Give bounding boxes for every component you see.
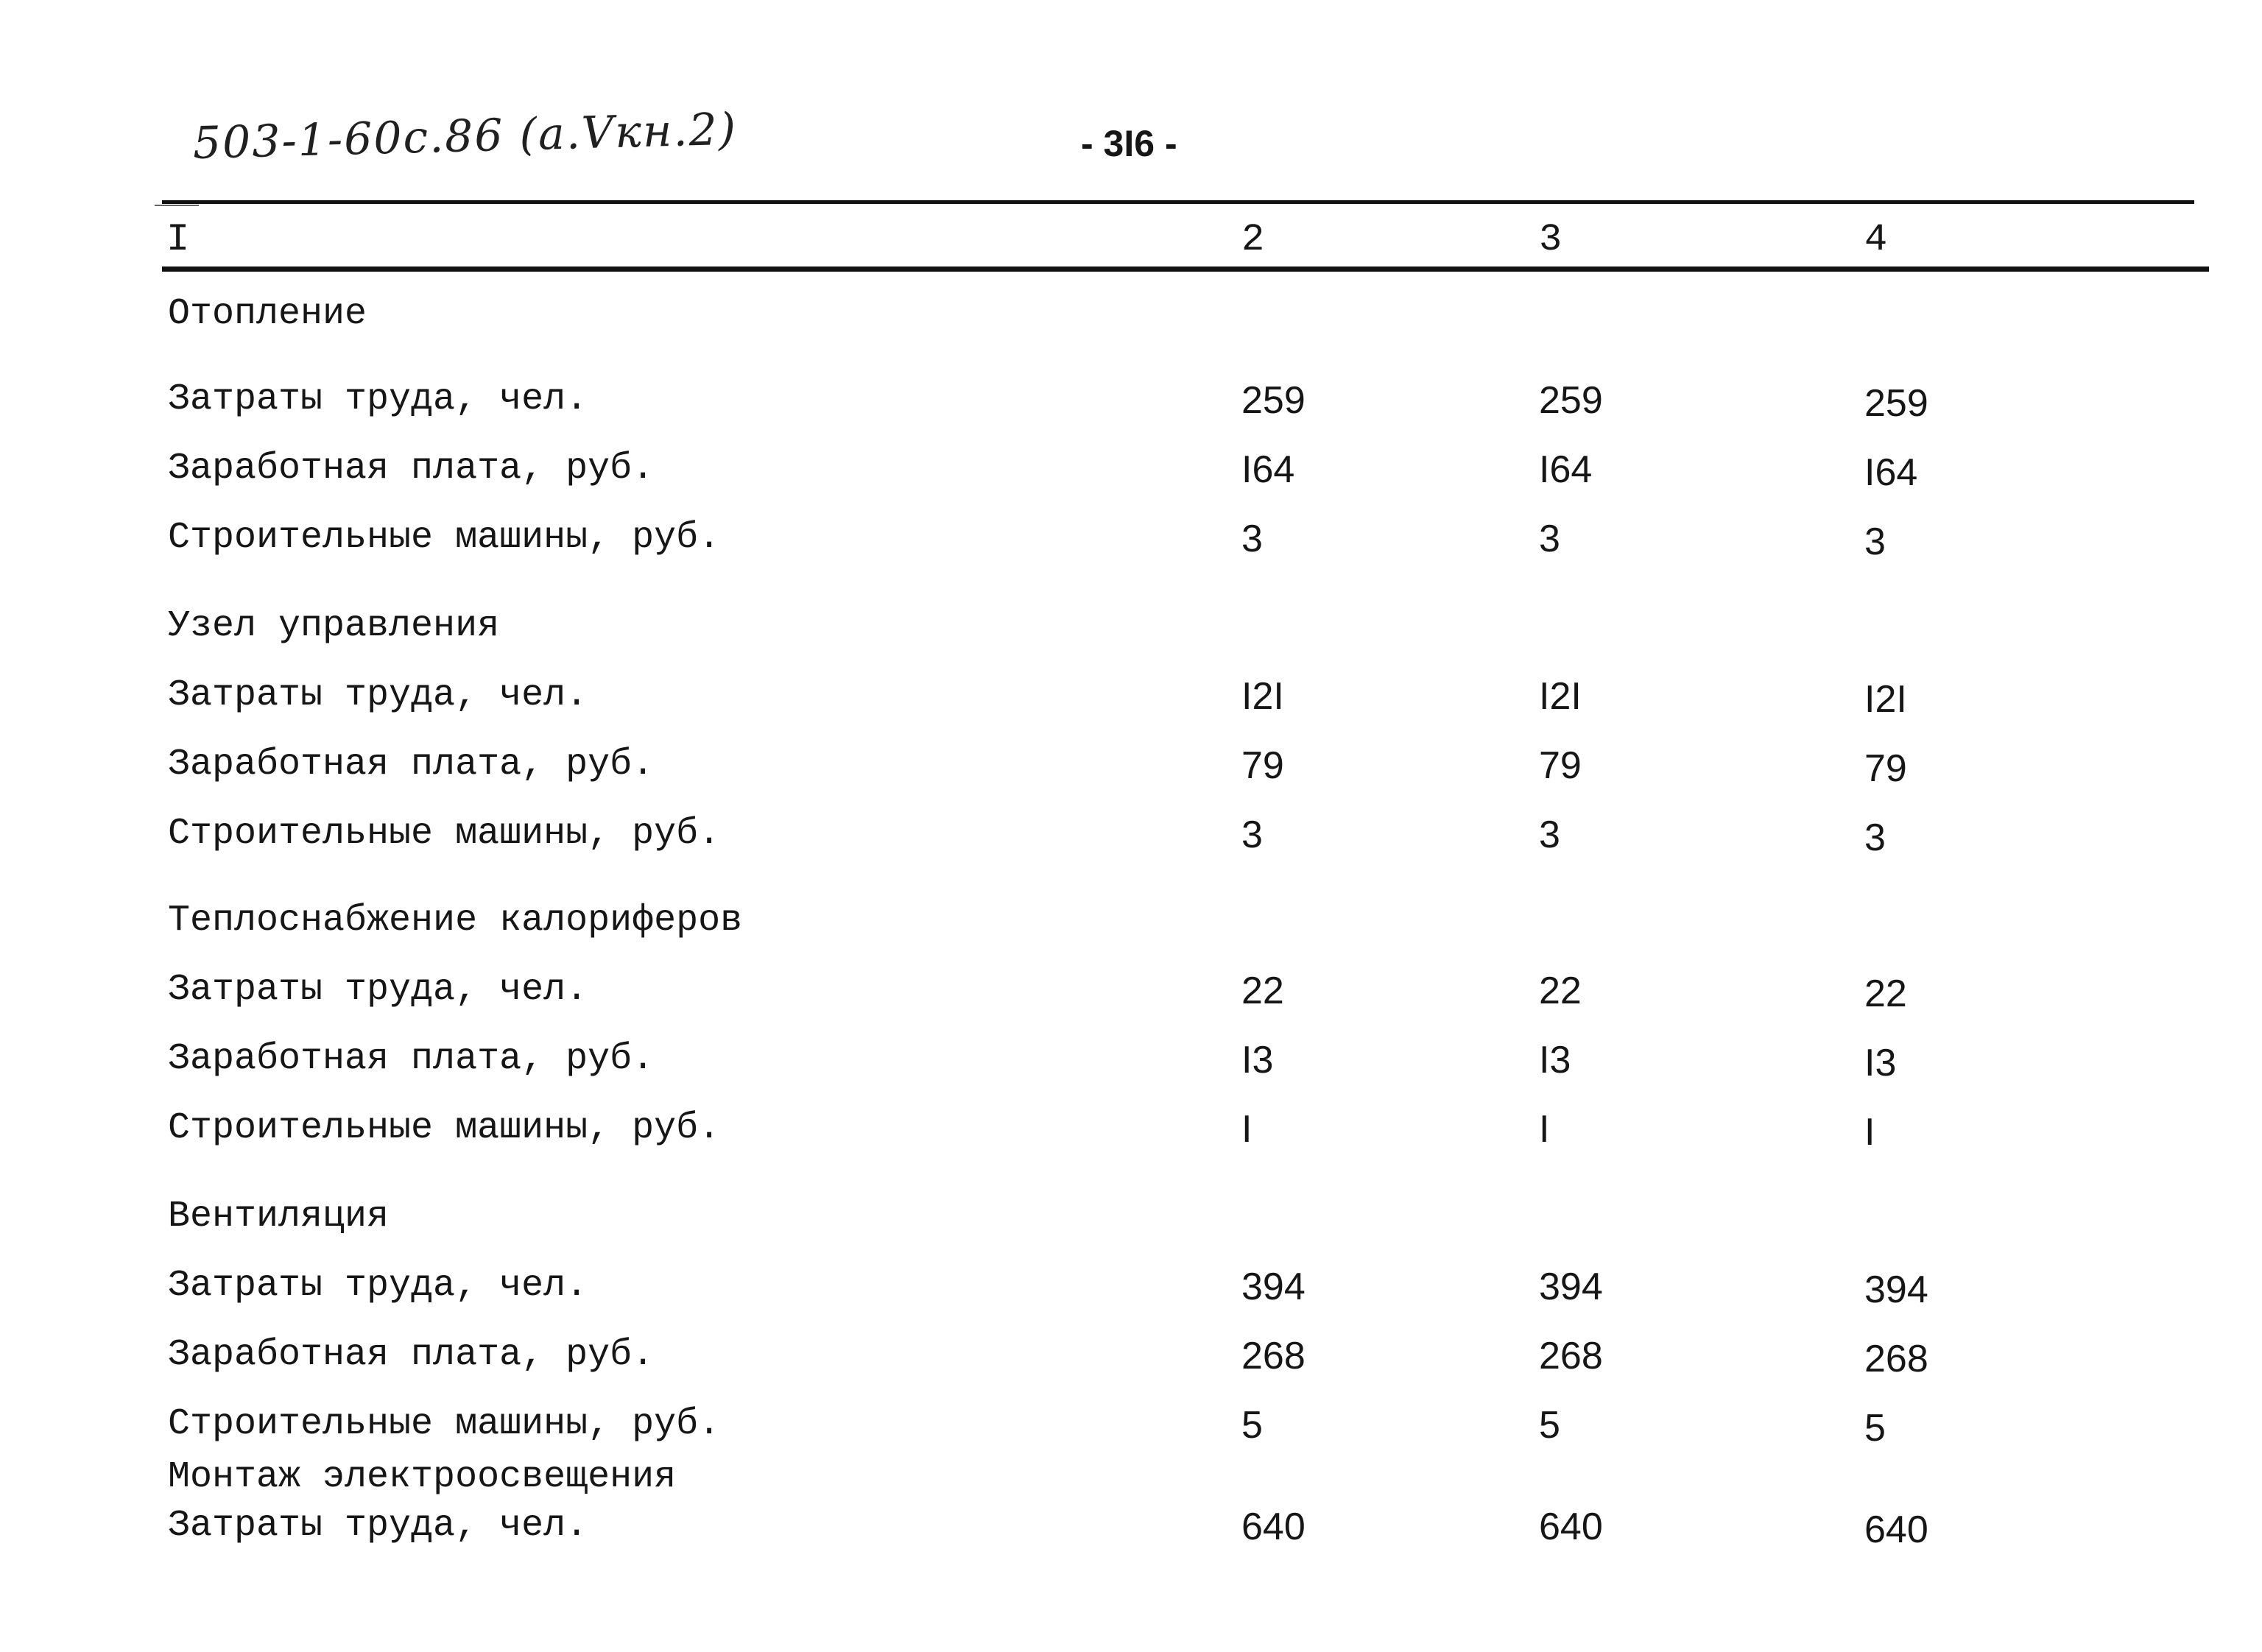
table-row-section-lighting [0,1456,2262,1508]
table-row-section-heating [0,293,2262,345]
cell-col4: 5 [1864,1407,1886,1450]
page-number: - 3I6 - [1081,123,1177,164]
column-header-4: 4 [1864,218,1888,261]
cell-col2: 640 [1241,1505,1306,1548]
cell-col3: I2I [1539,675,1582,718]
cell-col4: I [1864,1111,1875,1154]
row-label: Строительные машины, руб. [168,517,721,559]
cell-col3: 268 [1539,1335,1603,1377]
row-label: Строительные машины, руб. [168,813,721,855]
table-row [0,1107,2262,1159]
cell-col4: I3 [1864,1042,1897,1084]
table-row [0,378,2262,430]
row-label: Строительные машины, руб. [168,1403,721,1445]
cell-col3: I3 [1539,1039,1571,1081]
cell-col3: 5 [1539,1404,1560,1447]
column-header-3: 3 [1539,218,1562,261]
table-row [0,1403,2262,1455]
table-top-rule [162,200,2194,204]
cell-col2: 79 [1241,744,1284,787]
cell-col4: I2I [1864,678,1907,721]
row-label: Затраты труда, чел. [168,1265,588,1307]
table-row [0,813,2262,864]
row-label: Заработная плата, руб. [168,1334,655,1376]
table-row [0,517,2262,568]
cell-col2: I64 [1241,448,1295,491]
cell-col4: 22 [1864,973,1907,1015]
row-label: Монтаж электроосвещения [168,1456,677,1498]
cell-col4: 640 [1864,1508,1928,1551]
cell-col2: 394 [1241,1266,1306,1308]
row-label: Вентиляция [168,1196,390,1238]
table-row [0,969,2262,1020]
cell-col2: 268 [1241,1335,1306,1377]
cell-col3: 394 [1539,1266,1603,1308]
cell-col4: 394 [1864,1268,1928,1311]
table-row [0,448,2262,499]
cell-col2: I [1241,1108,1252,1151]
row-label: Затраты труда, чел. [168,969,588,1011]
cell-col3: 640 [1539,1505,1603,1548]
row-label: Заработная плата, руб. [168,744,655,786]
row-label: Строительные машины, руб. [168,1107,721,1149]
table-row [0,1038,2262,1090]
cell-col2: 3 [1241,518,1263,560]
row-label: Теплоснабжение калориферов [168,900,743,942]
table-row-section-heater-supply [0,900,2262,951]
table-row [0,674,2262,726]
cell-col2: 5 [1241,1404,1263,1447]
row-label: Затраты труда, чел. [168,1505,588,1547]
cell-col3: 3 [1539,518,1560,560]
cell-col3: I [1539,1108,1550,1151]
cell-col4: 3 [1864,816,1886,859]
cell-col4: 268 [1864,1338,1928,1380]
cell-col4: I64 [1864,451,1918,494]
table-row [0,744,2262,795]
cell-col2: I2I [1241,675,1284,718]
row-label: Затраты труда, чел. [168,674,588,716]
table-row [0,1505,2262,1556]
row-label: Затраты труда, чел. [168,378,588,420]
cell-col2: 259 [1241,379,1306,422]
table-row-section-ventilation [0,1196,2262,1247]
cell-col3: 259 [1539,379,1603,422]
cell-col3: 3 [1539,813,1560,856]
table-row-section-control-unit [0,605,2262,657]
column-header-2: 2 [1241,218,1265,261]
cell-col4: 79 [1864,747,1907,790]
row-label: Заработная плата, руб. [168,448,655,490]
table-row [0,1265,2262,1316]
column-header-1: I [166,218,190,261]
cell-col2: 3 [1241,813,1263,856]
handwritten-document-code: 503-1-60с.86 (а.Vкн.2) [192,103,738,169]
cell-col2: I3 [1241,1039,1274,1081]
cell-col3: I64 [1539,448,1593,491]
cell-col2: 22 [1241,970,1284,1012]
table-header-rule [162,266,2209,272]
cell-col4: 259 [1864,382,1928,425]
row-label: Узел управления [168,605,500,647]
table-row [0,1334,2262,1386]
cell-col3: 22 [1539,970,1582,1012]
row-label: Отопление [168,293,367,335]
row-label: Заработная плата, руб. [168,1038,655,1080]
cell-col4: 3 [1864,520,1886,563]
cell-col3: 79 [1539,744,1582,787]
header-rule-mark [155,205,199,206]
